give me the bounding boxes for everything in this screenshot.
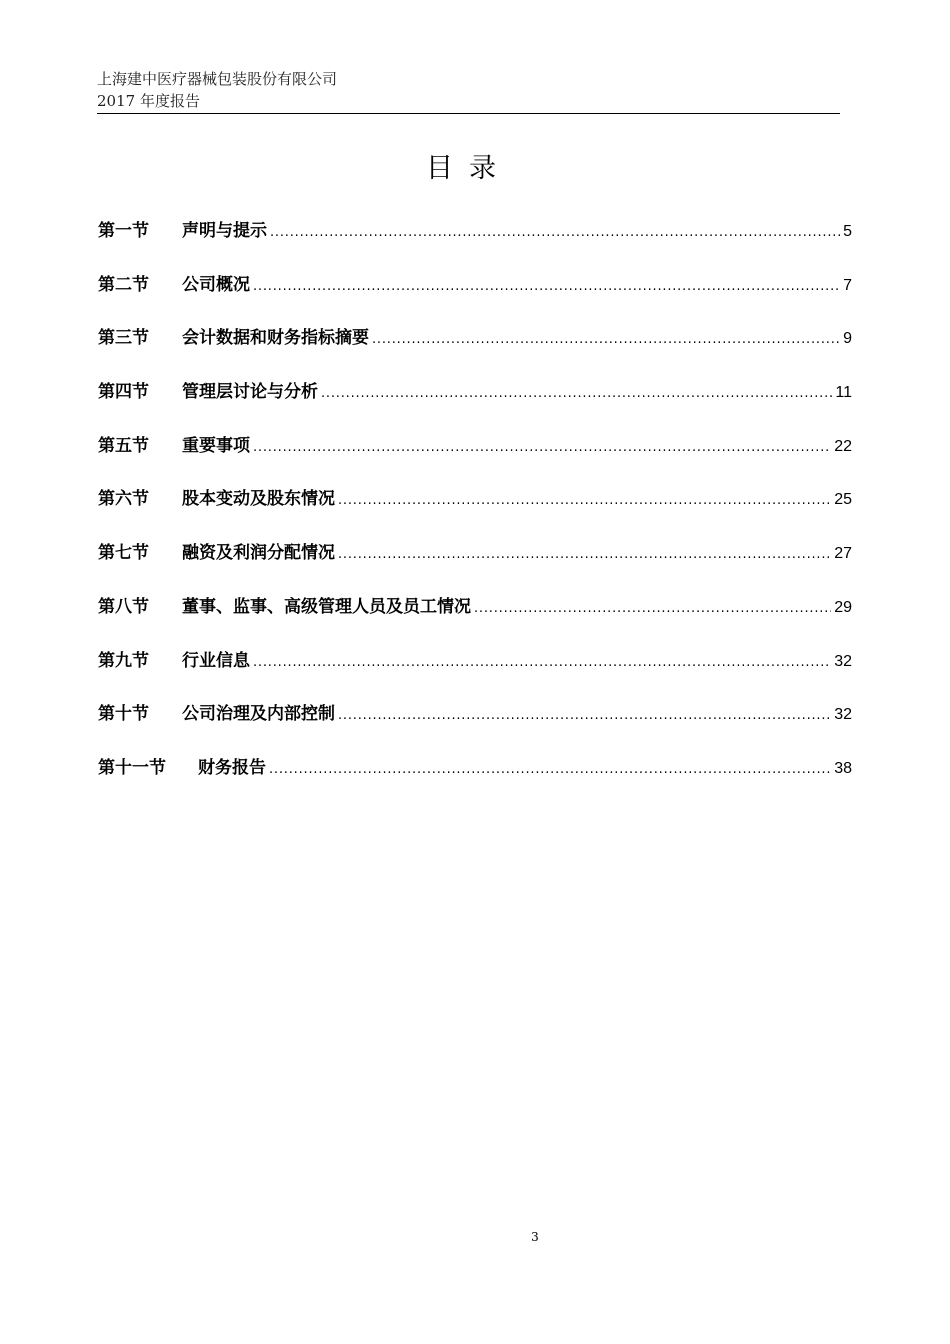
toc-section-title: 声明与提示 (182, 221, 267, 241)
toc-page-number: 32 (834, 652, 852, 670)
footer-page-number: 3 (531, 1230, 539, 1244)
toc-page-number: 9 (843, 330, 852, 348)
header-report-title: 2017 年度报告 (97, 92, 200, 110)
toc-section-title: 公司概况 (182, 274, 250, 295)
toc-section-number: 第十节 (98, 704, 149, 725)
dot-leader (253, 433, 831, 463)
dot-leader (270, 218, 840, 248)
toc-page-number: 5 (843, 223, 852, 240)
toc-entry[interactable] (98, 377, 852, 431)
toc-entry[interactable] (98, 538, 852, 592)
dot-leader (338, 486, 831, 516)
toc-section-title: 公司治理及内部控制 (182, 704, 335, 725)
table-of-contents (98, 216, 852, 807)
header-company-name: 上海建中医疗器械包装股份有限公司 (97, 70, 338, 88)
dot-leader (253, 272, 840, 302)
toc-section-title: 行业信息 (182, 650, 250, 671)
toc-section-number: 第四节 (98, 382, 149, 403)
toc-title: 目录 (426, 153, 512, 184)
dot-leader (372, 325, 840, 355)
toc-entry[interactable] (98, 431, 852, 485)
toc-entry[interactable] (98, 699, 852, 753)
toc-section-number: 第三节 (98, 328, 149, 349)
dot-leader (474, 594, 831, 624)
toc-section-title: 重要事项 (182, 435, 250, 456)
dot-leader (253, 648, 831, 678)
toc-page-number: 22 (834, 437, 852, 455)
toc-section-number: 第七节 (98, 543, 149, 564)
toc-entry[interactable] (98, 753, 852, 807)
dot-leader (321, 379, 832, 409)
toc-section-title: 股本变动及股东情况 (182, 489, 335, 510)
toc-entry[interactable] (98, 592, 852, 646)
toc-section-number: 第二节 (98, 274, 149, 295)
toc-section-number: 第十一节 (98, 757, 166, 778)
dot-leader (338, 540, 831, 570)
toc-section-title: 财务报告 (198, 757, 266, 778)
toc-entry[interactable] (98, 216, 852, 270)
header-divider (97, 113, 840, 114)
toc-page-number: 32 (834, 706, 852, 724)
toc-page-number: 7 (843, 276, 852, 294)
toc-section-title: 融资及利润分配情况 (182, 543, 335, 564)
toc-section-number: 第八节 (98, 596, 149, 617)
toc-section-number: 第一节 (98, 221, 149, 241)
toc-section-number: 第五节 (98, 435, 149, 456)
toc-section-title: 会计数据和财务指标摘要 (182, 328, 369, 349)
toc-section-title: 管理层讨论与分析 (182, 382, 318, 403)
toc-section-title: 董事、监事、高级管理人员及员工情况 (182, 596, 471, 617)
toc-page-number: 11 (835, 384, 852, 402)
toc-page-number: 38 (834, 759, 852, 777)
toc-entry[interactable] (98, 270, 852, 324)
toc-page-number: 29 (834, 598, 852, 616)
toc-section-number: 第九节 (98, 650, 149, 671)
dot-leader (269, 755, 831, 785)
dot-leader (338, 701, 831, 731)
toc-entry[interactable] (98, 646, 852, 700)
toc-entry[interactable] (98, 484, 852, 538)
document-header (97, 68, 840, 112)
toc-page-number: 25 (834, 491, 852, 509)
toc-page-number: 27 (834, 545, 852, 563)
toc-entry[interactable] (98, 323, 852, 377)
toc-section-number: 第六节 (98, 489, 149, 510)
